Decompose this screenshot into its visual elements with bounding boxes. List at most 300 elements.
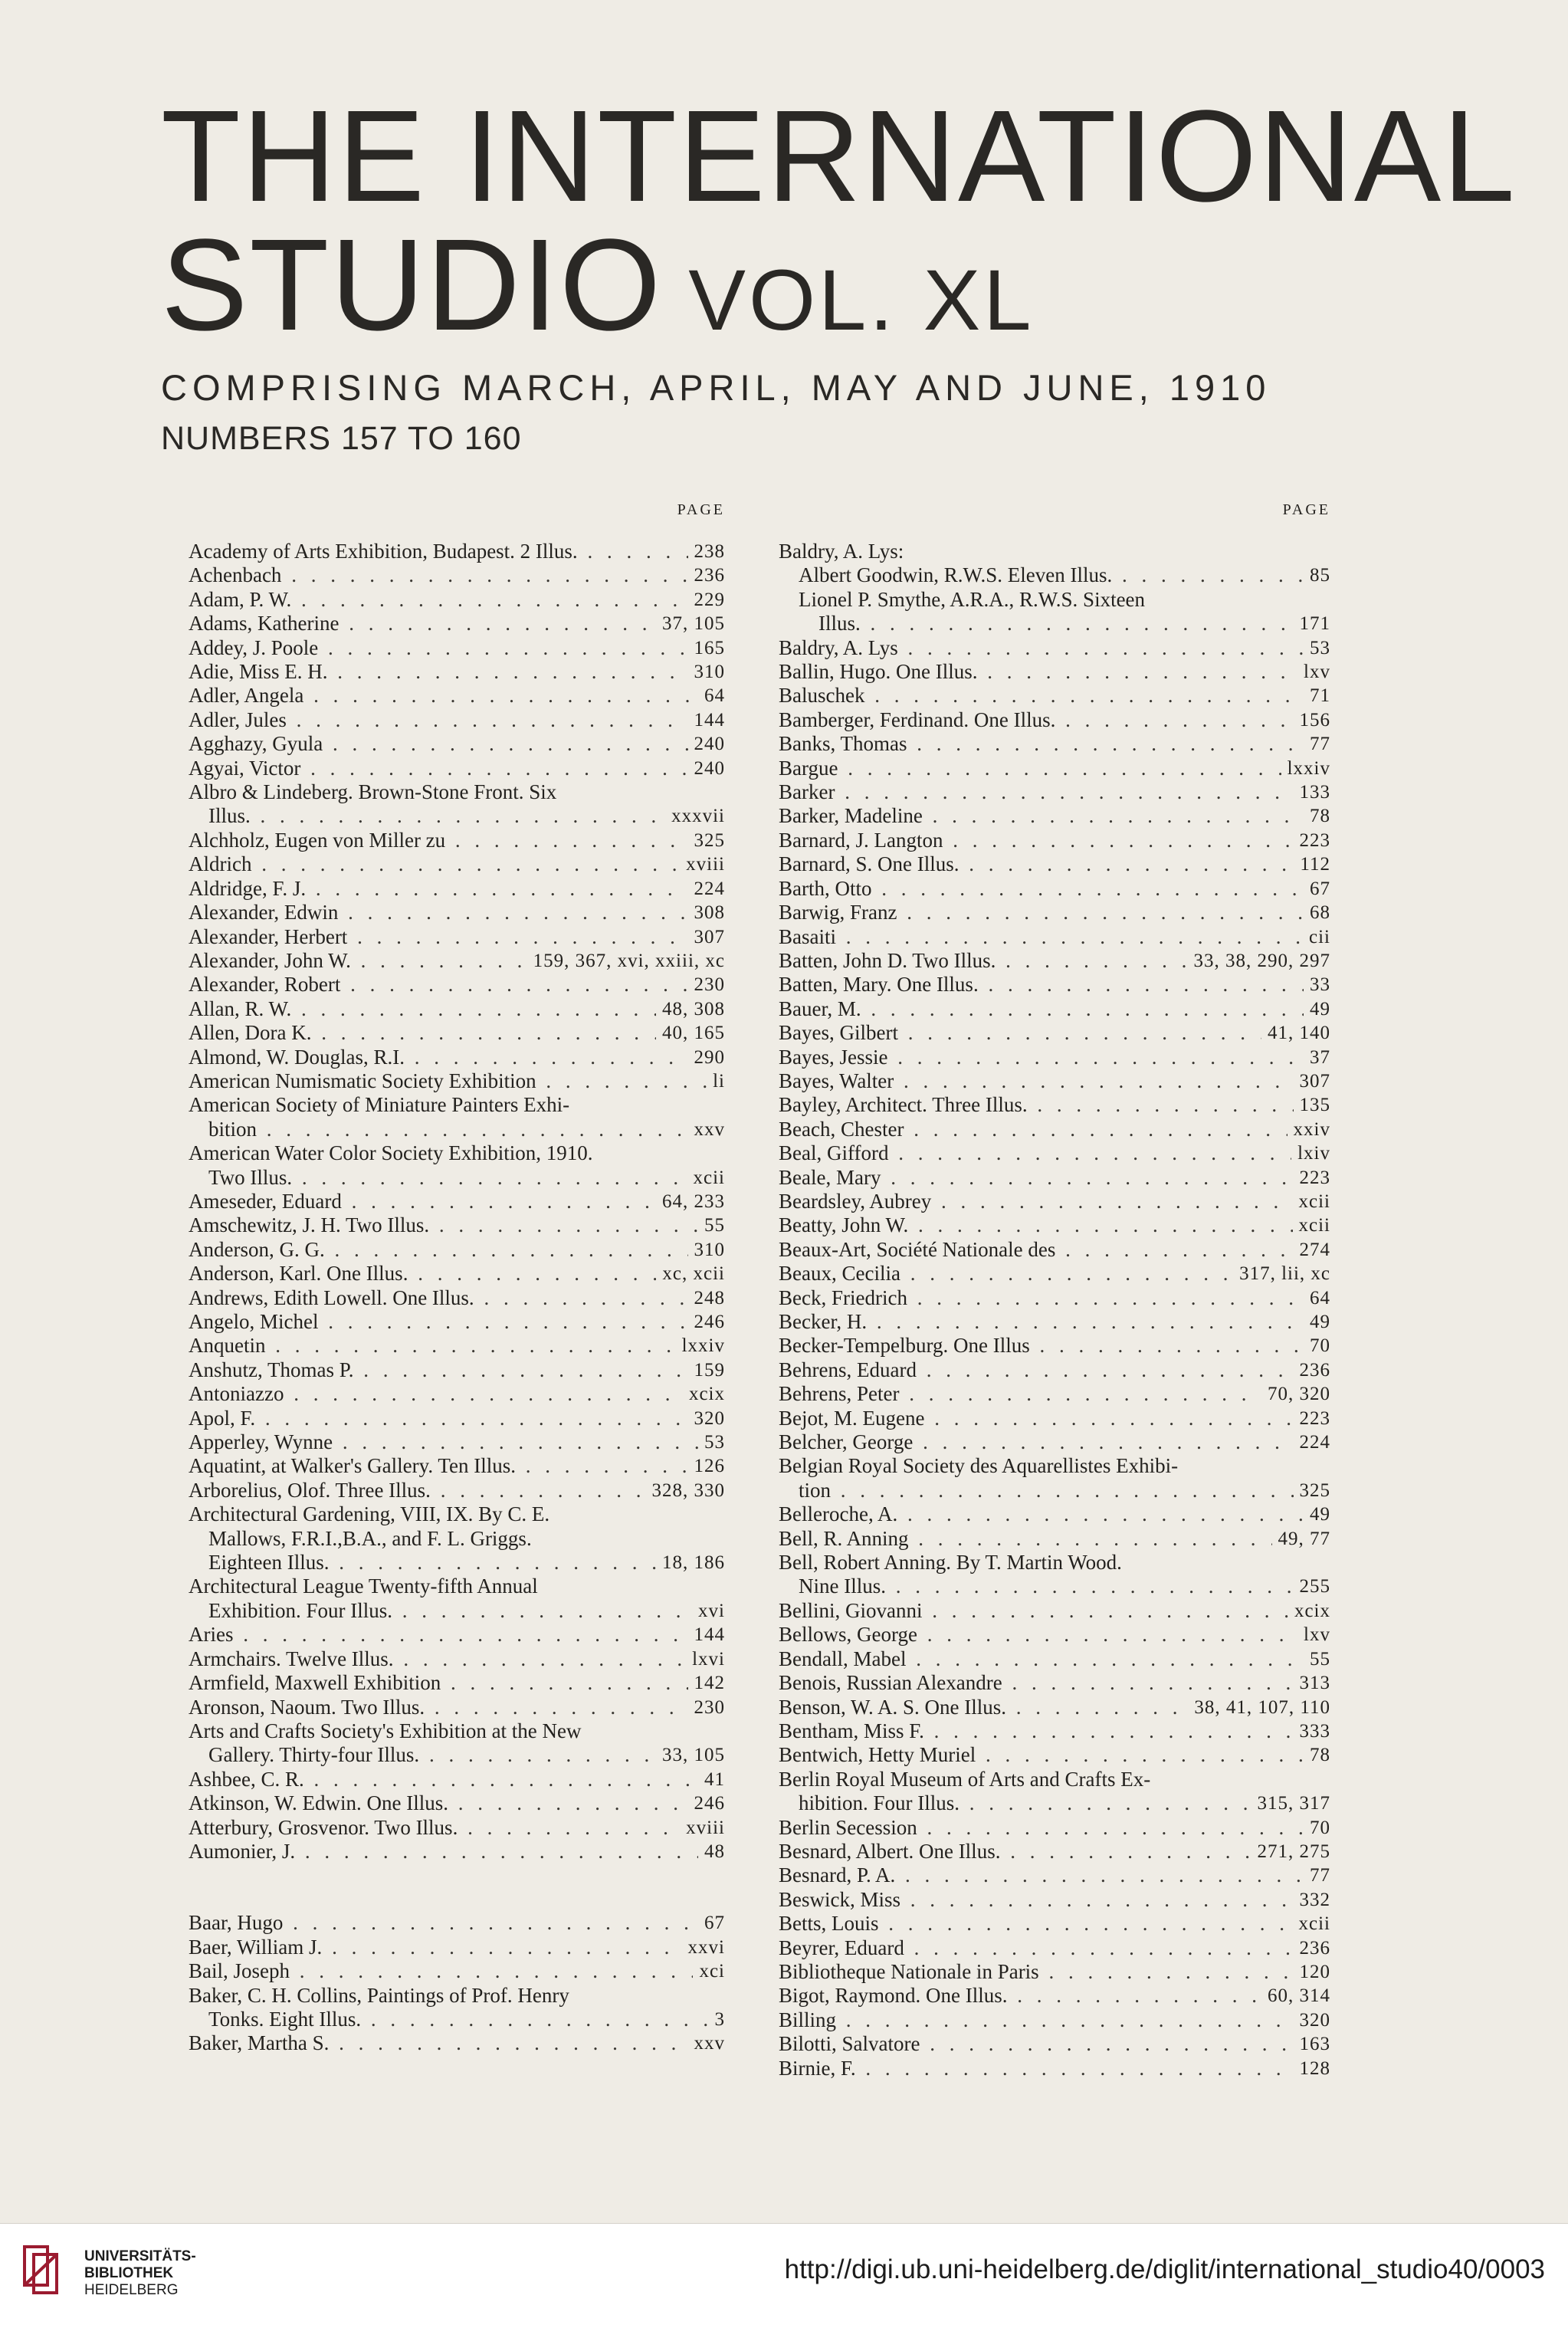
index-entry bbox=[189, 780, 725, 829]
index-entry bbox=[779, 1623, 1330, 1647]
index-entry-text: Adler, Jules . . . bbox=[189, 708, 725, 732]
index-entry-text: Benson, W. A. S. One Illus. . . . bbox=[779, 1696, 1330, 1719]
index-entry bbox=[189, 1213, 725, 1237]
index-entry bbox=[189, 1046, 725, 1069]
index-entry-text: Anshutz, Thomas P. . . . bbox=[189, 1358, 725, 1382]
index-entry bbox=[779, 1864, 1330, 1887]
index-entry bbox=[779, 732, 1330, 756]
index-entry-text: Bentham, Miss F. . . . bbox=[779, 1719, 1330, 1743]
index-entry bbox=[189, 1671, 725, 1695]
index-entry-page: 67 bbox=[698, 1911, 725, 1935]
index-entry-page: 246 bbox=[688, 1310, 726, 1334]
index-entry-text: Bejot, M. Eugene . . . bbox=[779, 1407, 1330, 1430]
index-entry-page: 223 bbox=[1294, 1166, 1331, 1190]
index-entry-page: 78 bbox=[1304, 804, 1330, 828]
index-entry-text: Aldrich . . . bbox=[189, 852, 725, 876]
index-entry-page: xvi bbox=[692, 1599, 725, 1623]
index-entry-text: Bilotti, Salvatore . . . bbox=[779, 2032, 1330, 2056]
index-entry-page: xxv bbox=[688, 2031, 726, 2055]
index-entry-continuation: Mallows, F.R.I.,B.A., and F. L. Griggs. bbox=[208, 1526, 532, 1550]
index-entry-page: 67 bbox=[1304, 877, 1330, 901]
index-entry bbox=[189, 1238, 725, 1262]
index-entry-page: 224 bbox=[1294, 1430, 1331, 1454]
index-entry bbox=[779, 1286, 1330, 1310]
index-entry bbox=[779, 1334, 1330, 1358]
index-entry bbox=[779, 901, 1330, 924]
index-entry bbox=[189, 660, 725, 684]
index-entry bbox=[189, 1502, 725, 1575]
index-entry-text: Apperley, Wynne . . . bbox=[189, 1430, 725, 1454]
index-entry-text: Achenbach . . . bbox=[189, 563, 725, 587]
index-column-right bbox=[779, 498, 1330, 2080]
index-entry-text: Atkinson, W. Edwin. One Illus. . . . bbox=[189, 1791, 725, 1815]
index-entry-text: Architectural League Twenty-fifth Annual bbox=[189, 1575, 538, 1598]
index-entry-text: Agyai, Victor . . . bbox=[189, 757, 725, 780]
index-entry-page: 70 bbox=[1304, 1334, 1330, 1358]
index-entry-text: Beaux-Art, Société Nationale des . . . bbox=[779, 1238, 1330, 1262]
index-entry bbox=[189, 1768, 725, 1791]
index-entry-page: 64 bbox=[698, 684, 725, 708]
index-entry-page: 126 bbox=[688, 1454, 726, 1478]
index-entry-text: Adie, Miss E. H. . . . bbox=[189, 660, 725, 684]
index-entry-page: 317, lii, xc bbox=[1233, 1262, 1330, 1286]
index-entry-text: Aquatint, at Walker's Gallery. Ten Illus. . . . bbox=[189, 1454, 725, 1478]
source-url[interactable]: http://digi.ub.uni-heidelberg.de/diglit/international_studio40/0003 bbox=[784, 2254, 1545, 2284]
index-entry-text: Baluschek . . . bbox=[779, 684, 1330, 708]
library-name-line-2: BIBLIOTHEK bbox=[84, 2265, 174, 2281]
index-entry-text: Angelo, Michel . . . bbox=[189, 1310, 725, 1334]
index-entry bbox=[779, 2032, 1330, 2056]
index-entry-text: Benois, Russian Alexandre . . . bbox=[779, 1671, 1330, 1695]
index-entry-page: 255 bbox=[1294, 1575, 1331, 1598]
index-entry bbox=[779, 925, 1330, 949]
index-entry-page: 307 bbox=[1294, 1069, 1331, 1093]
index-entry-page: 236 bbox=[1294, 1358, 1331, 1382]
index-entry bbox=[779, 852, 1330, 876]
index-entry bbox=[189, 612, 725, 635]
index-entry-text: Besnard, Albert. One Illus. . . . bbox=[779, 1840, 1330, 1864]
index-entry bbox=[189, 1141, 725, 1190]
index-entry bbox=[779, 804, 1330, 828]
index-entry-page: 230 bbox=[688, 973, 726, 997]
index-entry-text: Baker, Martha S. . . . bbox=[189, 2031, 725, 2055]
index-entry-continuation: Tonks. Eight Illus. . . . bbox=[189, 2008, 725, 2031]
index-entry-page: 144 bbox=[688, 708, 726, 732]
index-entry-page: xcii bbox=[687, 1166, 726, 1190]
index-entry-text: Bell, Robert Anning. By T. Martin Wood. bbox=[779, 1551, 1122, 1575]
index-entry-page: 236 bbox=[1294, 1936, 1331, 1960]
index-entry bbox=[189, 997, 725, 1021]
index-entry bbox=[189, 1719, 725, 1768]
index-entry bbox=[779, 1768, 1330, 1816]
index-entry bbox=[779, 708, 1330, 732]
index-entry-page: 55 bbox=[698, 1213, 725, 1237]
index-entry-page: lxxiv bbox=[1281, 757, 1330, 780]
index-entry bbox=[779, 757, 1330, 780]
index-entry bbox=[189, 1816, 725, 1840]
index-entry-text: Armfield, Maxwell Exhibition . . . bbox=[189, 1671, 725, 1695]
index-entry-text: Bamberger, Ferdinand. One Illus. . . . bbox=[779, 708, 1330, 732]
index-entry bbox=[189, 1069, 725, 1093]
index-entry-text: Becker, H. . . . bbox=[779, 1310, 1330, 1334]
index-entry-page: 18, 186 bbox=[656, 1551, 725, 1575]
index-entry-page: 325 bbox=[1294, 1479, 1331, 1502]
index-entry bbox=[189, 1358, 725, 1382]
index-entry-text: Beal, Gifford . . . bbox=[779, 1141, 1330, 1165]
index-list-right bbox=[779, 540, 1330, 2080]
index-entry bbox=[779, 1310, 1330, 1334]
index-entry-page: 128 bbox=[1294, 2057, 1331, 2080]
index-entry-page: 171 bbox=[1294, 612, 1331, 635]
index-entry bbox=[779, 563, 1330, 587]
index-entry-page: 223 bbox=[1294, 829, 1331, 852]
index-entry-text: Arts and Crafts Society's Exhibition at the New bbox=[189, 1719, 582, 1742]
index-entry-text: Andrews, Edith Lowell. One Illus. . . . bbox=[189, 1286, 725, 1310]
index-entry-page: 230 bbox=[688, 1696, 726, 1719]
index-entry bbox=[189, 2031, 725, 2055]
index-entry bbox=[189, 1454, 725, 1478]
index-entry-text: Behrens, Eduard . . . bbox=[779, 1358, 1330, 1382]
index-entry-text: Betts, Louis . . . bbox=[779, 1912, 1330, 1936]
index-entry-page: lxv bbox=[1297, 660, 1330, 684]
index-entry bbox=[189, 563, 725, 587]
index-entry-text: Lionel P. Smythe, A.R.A., R.W.S. Sixteen bbox=[799, 587, 1146, 611]
index-entry-page: 120 bbox=[1294, 1960, 1331, 1984]
index-entry bbox=[779, 1743, 1330, 1767]
index-entry-page: xviii bbox=[680, 1816, 725, 1840]
index-entry bbox=[779, 973, 1330, 997]
index-entry-text: Barker, Madeline . . . bbox=[779, 804, 1330, 828]
index-entry bbox=[189, 1310, 725, 1334]
index-entry bbox=[779, 1213, 1330, 1237]
index-entry-page: 310 bbox=[688, 660, 726, 684]
index-entry-page: 308 bbox=[688, 901, 726, 924]
index-entry bbox=[779, 1454, 1330, 1502]
index-entry-text: Agghazy, Gyula . . . bbox=[189, 732, 725, 756]
index-entry-page: 156 bbox=[1294, 708, 1331, 732]
index-entry-text: Berlin Secession . . . bbox=[779, 1816, 1330, 1840]
university-library-logo-icon bbox=[21, 2244, 69, 2297]
index-entry bbox=[189, 877, 725, 901]
index-entry-text: Barnard, S. One Illus. . . . bbox=[779, 852, 1330, 876]
index-entry bbox=[189, 901, 725, 924]
index-entry-text: Allen, Dora K. . . . bbox=[189, 1021, 725, 1045]
index-entry-text: Bigot, Raymond. One Illus. . . . bbox=[779, 1984, 1330, 2008]
index-entry bbox=[779, 1238, 1330, 1262]
index-entry-page: 40, 165 bbox=[656, 1021, 725, 1045]
index-entry-text: Baer, William J. . . . bbox=[189, 1936, 725, 1959]
index-entry bbox=[779, 1984, 1330, 2008]
index-entry-text: Allan, R. W. . . . bbox=[189, 997, 725, 1021]
index-entry-text: Anquetin . . . bbox=[189, 1334, 725, 1358]
index-entry-page: 68 bbox=[1304, 901, 1330, 924]
index-entry-page: xc, xcii bbox=[656, 1262, 725, 1286]
index-entry-page: xcix bbox=[1288, 1599, 1330, 1623]
index-entry bbox=[779, 1960, 1330, 1984]
index-entry-page: 71 bbox=[1304, 684, 1330, 708]
index-entry bbox=[779, 1093, 1330, 1117]
index-entry-text: Anderson, Karl. One Illus. . . . bbox=[189, 1262, 725, 1286]
index-entry-page: 64, 233 bbox=[656, 1190, 725, 1213]
index-entry bbox=[189, 1382, 725, 1406]
index-entry-text: Albro & Lindeberg. Brown-Stone Front. Six bbox=[189, 780, 557, 804]
index-entry-page: cii bbox=[1303, 925, 1330, 949]
index-entry bbox=[189, 1984, 725, 2032]
index-entry-page: xci bbox=[693, 1959, 725, 1983]
index-entry-page: 48, 308 bbox=[656, 997, 725, 1021]
index-entry-page: xviii bbox=[680, 852, 725, 876]
index-entry bbox=[779, 660, 1330, 684]
issue-numbers: NUMBERS 157 TO 160 bbox=[161, 420, 522, 457]
index-entry bbox=[189, 1623, 725, 1647]
index-entry-text: Baldry, A. Lys . . . bbox=[779, 636, 1330, 660]
index-entry bbox=[189, 1286, 725, 1310]
index-entry-continuation: hibition. Four Illus. . . . bbox=[779, 1791, 1330, 1815]
index-entry-page: 33 bbox=[1304, 973, 1330, 997]
index-entry bbox=[189, 1262, 725, 1286]
index-entry-text: Belgian Royal Society des Aquarellistes Exhibi- bbox=[779, 1454, 1179, 1478]
index-entry-page: li bbox=[707, 1069, 725, 1093]
index-entry-page: xcix bbox=[683, 1382, 725, 1406]
index-entry-continuation: Two Illus. . . . bbox=[189, 1166, 725, 1190]
library-name-line-3: HEIDELBERG bbox=[84, 2282, 179, 2298]
index-entry-page: xcii bbox=[1293, 1190, 1331, 1213]
index-column-left bbox=[189, 498, 725, 2056]
index-entry-text: Ameseder, Eduard . . . bbox=[189, 1190, 725, 1213]
index-entry-page: 315, 317 bbox=[1251, 1791, 1331, 1815]
index-entry-text: Anderson, G. G. . . . bbox=[189, 1238, 725, 1262]
index-entry-page: 159, 367, xvi, xxiii, xc bbox=[527, 949, 725, 973]
index-entry-page: 328, 330 bbox=[646, 1479, 726, 1502]
index-entry-page: 320 bbox=[688, 1407, 726, 1430]
index-entry bbox=[779, 1069, 1330, 1093]
index-entry bbox=[779, 1671, 1330, 1695]
index-entry-page: 165 bbox=[688, 636, 726, 660]
index-entry-text: Batten, John D. Two Illus. . . . bbox=[779, 949, 1330, 973]
index-entry-page: 240 bbox=[688, 732, 726, 756]
index-entry bbox=[779, 1647, 1330, 1671]
index-entry bbox=[779, 636, 1330, 660]
index-entry bbox=[779, 877, 1330, 901]
index-entry bbox=[189, 1647, 725, 1671]
index-entry-page: 135 bbox=[1294, 1093, 1331, 1117]
index-entry-text: Adams, Katherine . . . bbox=[189, 612, 725, 635]
index-entry bbox=[189, 1575, 725, 1623]
index-entry-page: 33, 38, 290, 297 bbox=[1188, 949, 1331, 973]
index-entry-text: Arborelius, Olof. Three Illus. . . . bbox=[189, 1479, 725, 1502]
index-entry-text: Birnie, F. . . . bbox=[779, 2057, 1330, 2080]
index-entry-page: 41, 140 bbox=[1261, 1021, 1330, 1045]
journal-title bbox=[161, 84, 1517, 365]
index-entry-text: Addey, J. Poole . . . bbox=[189, 636, 725, 660]
index-entry bbox=[189, 1911, 725, 1935]
index-entry bbox=[189, 949, 725, 973]
index-entry bbox=[779, 1190, 1330, 1213]
index-entry-text: Alexander, John W. . . . bbox=[189, 949, 725, 973]
index-entry-text: Bentwich, Hetty Muriel . . . bbox=[779, 1743, 1330, 1767]
index-entry-page: 133 bbox=[1294, 780, 1331, 804]
index-entry-text: Bayes, Jessie . . . bbox=[779, 1046, 1330, 1069]
title-line-1: THE INTERNATIONAL bbox=[161, 84, 1517, 229]
index-entry bbox=[779, 1502, 1330, 1526]
index-entry-text: Bayes, Gilbert . . . bbox=[779, 1021, 1330, 1045]
index-entry bbox=[779, 1696, 1330, 1719]
index-entry-text: Apol, F. . . . bbox=[189, 1407, 725, 1430]
index-entry-page: 49, 77 bbox=[1272, 1527, 1331, 1551]
index-entry bbox=[189, 1190, 725, 1213]
index-entry-text: Ashbee, C. R. . . . bbox=[189, 1768, 725, 1791]
index-entry-page: 37, 105 bbox=[656, 612, 725, 635]
index-entry bbox=[779, 1719, 1330, 1743]
index-entry bbox=[779, 2057, 1330, 2080]
index-entry bbox=[779, 1382, 1330, 1406]
index-entry bbox=[779, 1430, 1330, 1454]
index-entry-page: 53 bbox=[1304, 636, 1330, 660]
index-entry-page: 236 bbox=[688, 563, 726, 587]
index-entry-page: 55 bbox=[1304, 1647, 1330, 1671]
page-column-label: PAGE bbox=[1282, 501, 1330, 518]
index-entry bbox=[779, 588, 1330, 636]
index-entry-continuation: Exhibition. Four Illus. . . . bbox=[189, 1599, 725, 1623]
index-entry-text: Baker, C. H. Collins, Paintings of Prof. Henry bbox=[189, 1983, 569, 2007]
index-entry-page: 64 bbox=[1304, 1286, 1330, 1310]
index-entry-page: 271, 275 bbox=[1251, 1840, 1331, 1864]
index-entry-page: lxvi bbox=[686, 1647, 725, 1671]
index-entry bbox=[189, 1334, 725, 1358]
index-entry-page: 325 bbox=[688, 829, 726, 852]
index-entry bbox=[189, 636, 725, 660]
index-entry bbox=[779, 1021, 1330, 1045]
index-entry-continuation: Gallery. Thirty-four Illus. . . . bbox=[189, 1743, 725, 1767]
index-entry-text: Antoniazzo . . . bbox=[189, 1382, 725, 1406]
index-entry-page: 49 bbox=[1304, 1502, 1330, 1526]
index-entry bbox=[189, 1093, 725, 1141]
index-entry bbox=[779, 949, 1330, 973]
index-entry-page: 238 bbox=[688, 540, 726, 563]
index-entry-page: 3 bbox=[709, 2008, 726, 2031]
index-entry-text: Aries . . . bbox=[189, 1623, 725, 1647]
index-entry-text: Beaux, Cecilia . . . bbox=[779, 1262, 1330, 1286]
title-studio: STUDIO bbox=[161, 212, 663, 358]
page-column-label: PAGE bbox=[677, 501, 725, 518]
index-entry-text: Bell, R. Anning . . . bbox=[779, 1527, 1330, 1551]
index-entry-continuation: Eighteen Illus. . . . bbox=[189, 1551, 725, 1575]
index-entry-text: American Water Color Society Exhibition, 1910. bbox=[189, 1141, 593, 1165]
index-entry bbox=[779, 684, 1330, 708]
index-entry bbox=[779, 1358, 1330, 1382]
issue-range: COMPRISING MARCH, APRIL, MAY AND JUNE, 1910 bbox=[161, 367, 1271, 408]
index-entry-text: Amschewitz, J. H. Two Illus. . . . bbox=[189, 1213, 725, 1237]
index-entry bbox=[779, 1888, 1330, 1912]
index-entry-page: xxxvii bbox=[665, 804, 725, 828]
index-entry-text: Baldry, A. Lys: bbox=[779, 540, 904, 563]
index-entry-page: 248 bbox=[688, 1286, 726, 1310]
index-entry-text: Barwig, Franz . . . bbox=[779, 901, 1330, 924]
index-entry-page: xcii bbox=[1293, 1213, 1331, 1237]
index-entry bbox=[189, 852, 725, 876]
index-entry-text: Behrens, Peter . . . bbox=[779, 1382, 1330, 1406]
index-entry-text: Adam, P. W. . . . bbox=[189, 588, 725, 612]
index-entry bbox=[189, 732, 725, 756]
index-entry-text: Atterbury, Grosvenor. Two Illus. . . . bbox=[189, 1816, 725, 1840]
index-entry-page: 38, 41, 107, 110 bbox=[1188, 1696, 1330, 1719]
title-line-2 bbox=[161, 212, 1517, 365]
index-entry-page: 49 bbox=[1304, 1310, 1330, 1334]
index-entry bbox=[189, 588, 725, 612]
index-entry-page: 49 bbox=[1304, 997, 1330, 1021]
index-entry-continuation: Nine Illus. . . . bbox=[779, 1575, 1330, 1598]
index-entry-page: lxiv bbox=[1291, 1141, 1330, 1165]
index-entry-text: Barker . . . bbox=[779, 780, 1330, 804]
index-entry-text: Basaiti . . . bbox=[779, 925, 1330, 949]
index-entry-page: 33, 105 bbox=[656, 1743, 725, 1767]
index-entry-page: 159 bbox=[688, 1358, 726, 1382]
index-entry-text: Beatty, John W. . . . bbox=[779, 1213, 1330, 1237]
index-entry-text: American Society of Miniature Painters Exhi- bbox=[189, 1093, 570, 1117]
index-entry bbox=[779, 1599, 1330, 1623]
index-entry bbox=[779, 780, 1330, 804]
index-entry-text: Bargue . . . bbox=[779, 757, 1330, 780]
index-entry-text: Academy of Arts Exhibition, Budapest. 2 Illus. . . . bbox=[189, 540, 725, 563]
index-entry bbox=[189, 829, 725, 852]
index-entry-page: lxxiv bbox=[676, 1334, 725, 1358]
index-entry-text: Bendall, Mabel . . . bbox=[779, 1647, 1330, 1671]
index-entry-text: Adler, Angela . . . bbox=[189, 684, 725, 708]
index-entry-text: Bellows, George . . . bbox=[779, 1623, 1330, 1647]
index-entry-page: 144 bbox=[688, 1623, 726, 1647]
index-entry-page: 223 bbox=[1294, 1407, 1331, 1430]
index-entry bbox=[189, 1479, 725, 1502]
index-entry-page: xcii bbox=[1293, 1912, 1331, 1936]
index-entry-page: xxiv bbox=[1288, 1118, 1330, 1141]
index-entry bbox=[189, 684, 725, 708]
index-entry-text: Baar, Hugo . . . bbox=[189, 1911, 725, 1935]
index-entry-text: Almond, W. Douglas, R.I. . . . bbox=[189, 1046, 725, 1069]
index-entry-page: 290 bbox=[688, 1046, 726, 1069]
index-entry bbox=[189, 708, 725, 732]
index-entry bbox=[779, 1816, 1330, 1840]
index-entry bbox=[779, 829, 1330, 852]
index-entry bbox=[189, 1407, 725, 1430]
index-entry-text: Beck, Friedrich . . . bbox=[779, 1286, 1330, 1310]
index-entry bbox=[779, 1166, 1330, 1190]
index-entry-text: Armchairs. Twelve Illus. . . . bbox=[189, 1647, 725, 1671]
library-name-line-1: UNIVERSITÄTS- bbox=[84, 2248, 196, 2264]
index-entry-page: 60, 314 bbox=[1261, 1984, 1330, 2008]
index-entry-page: 53 bbox=[698, 1430, 725, 1454]
index-entry-text: Beyrer, Eduard . . . bbox=[779, 1936, 1330, 1960]
index-entry bbox=[189, 540, 725, 563]
index-entry-text: Batten, Mary. One Illus. . . . bbox=[779, 973, 1330, 997]
index-entry-page: 332 bbox=[1294, 1888, 1331, 1912]
index-entry-text: Beale, Mary . . . bbox=[779, 1166, 1330, 1190]
index-entry-page: 77 bbox=[1304, 732, 1330, 756]
index-entry-text: Beswick, Miss . . . bbox=[779, 1888, 1330, 1912]
index-entry-text: Albert Goodwin, R.W.S. Eleven Illus. . . . bbox=[799, 563, 1330, 587]
index-entry-text: Bibliotheque Nationale in Paris . . . bbox=[779, 1960, 1330, 1984]
library-footer bbox=[0, 2223, 1568, 2338]
index-entry-page: 78 bbox=[1304, 1743, 1330, 1767]
index-entry bbox=[189, 1696, 725, 1719]
index-entry-text: Ballin, Hugo. One Illus. . . . bbox=[779, 660, 1330, 684]
index-entry bbox=[779, 1407, 1330, 1430]
index-entry-page: 224 bbox=[688, 877, 726, 901]
index-list-left bbox=[189, 540, 725, 2056]
index-entry bbox=[779, 1118, 1330, 1141]
index-entry-text: Architectural Gardening, VIII, IX. By C. E. bbox=[189, 1502, 550, 1526]
index-entry bbox=[189, 925, 725, 949]
index-entry-text: Bayley, Architect. Three Illus. . . . bbox=[779, 1093, 1330, 1117]
